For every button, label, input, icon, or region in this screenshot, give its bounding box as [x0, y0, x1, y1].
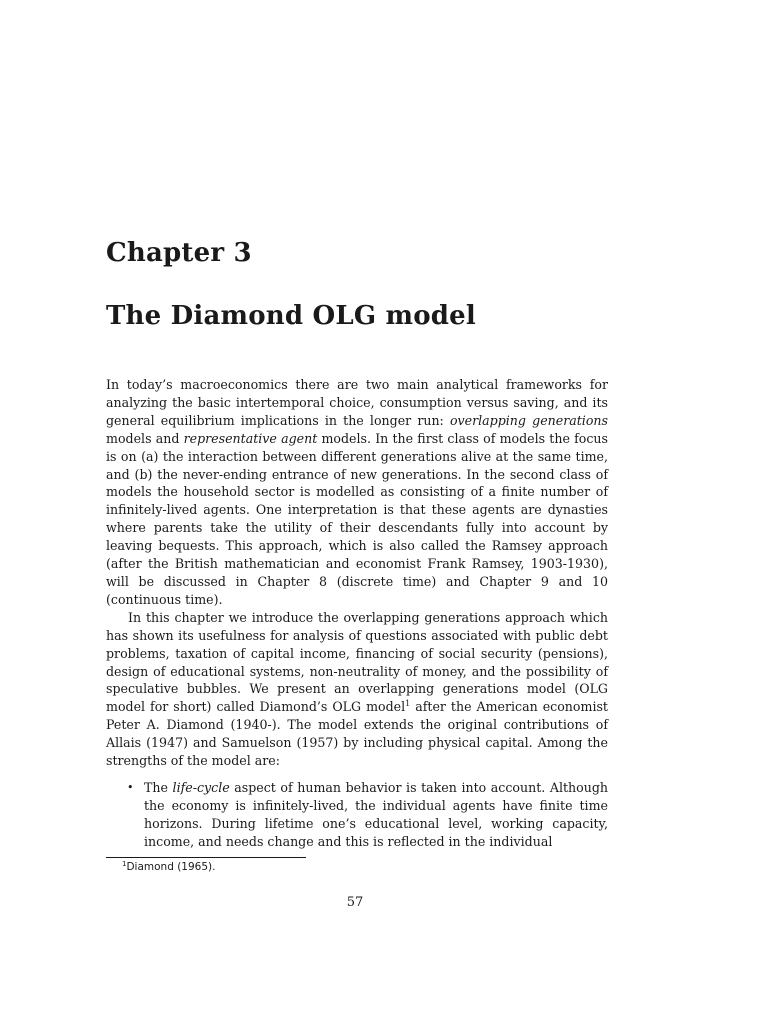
emphasis-term: life-cycle [172, 779, 230, 795]
list-item-text: aspect of human behavior is taken into account. Although the economy is infinitely-lived, the individual agents have finite time horizons. During lifetime one’s educational level, working capacity, income, and needs change and this is reflected in the individual [144, 779, 609, 849]
bullet-icon: • [127, 780, 134, 794]
chapter-title: The Diamond OLG model [106, 301, 476, 331]
paragraph-intro [106, 376, 608, 609]
paragraph-text: models. In the first class of models the focus is on (a) the interaction between different generations alive at the same time, and (b) the never-ending entrance of new generations. In the second class of models the household sector is modelled as consisting of a finite number of infinitely-lived agents. One interpretation is that these agents are dynasties where parents take the utility of their descendants fully into account by leaving bequests. This approach, which is also called the Ramsey approach (after the British mathematician and economist Frank Ramsey, 1903-1930), will be discussed in Chapter 8 (discrete time) and Chapter 9 and 10 (continuous time). [106, 430, 608, 607]
footnote-reference[interactable]: 1 [405, 699, 411, 709]
list-item [127, 779, 609, 851]
paragraph-text: after the American economist Peter A. Diamond (1940-). The model extends the original contributions of Allais (1947) and Samuelson (1957) by including physical capital. Among the strengths of the model are: [106, 699, 608, 769]
chapter-label: Chapter 3 [106, 238, 252, 268]
paragraph-text: In today’s macroeconomics there are two main analytical frameworks for analyzing the basic intertemporal choice, consumption versus saving, and its general equilibrium implications in the longer run: [106, 377, 608, 428]
footnote [122, 860, 215, 874]
page-number: 57 [346, 895, 364, 910]
emphasis-term: representative agent [183, 430, 318, 446]
paragraph-olg [106, 609, 608, 770]
paragraph-text: models and [106, 430, 184, 446]
emphasis-term: overlapping generations [449, 412, 608, 428]
list-item-text: The [144, 779, 173, 795]
paragraph-text: In this chapter we introduce the overlapping generations approach which has shown its usefulness for analysis of questions associated with public debt problems, taxation of capital income, financing of social security (pensions), design of educational systems, non-neutrality of money, and the possibility of speculative bubbles. We present an overlapping generations model (OLG model for short) called Diamond’s OLG model [106, 609, 608, 715]
chapter-body [106, 376, 608, 851]
footnote-divider [106, 857, 306, 858]
strengths-list [106, 779, 608, 851]
footnote-text: Diamond (1965). [126, 861, 216, 873]
footnote-mark: 1 [122, 860, 127, 868]
